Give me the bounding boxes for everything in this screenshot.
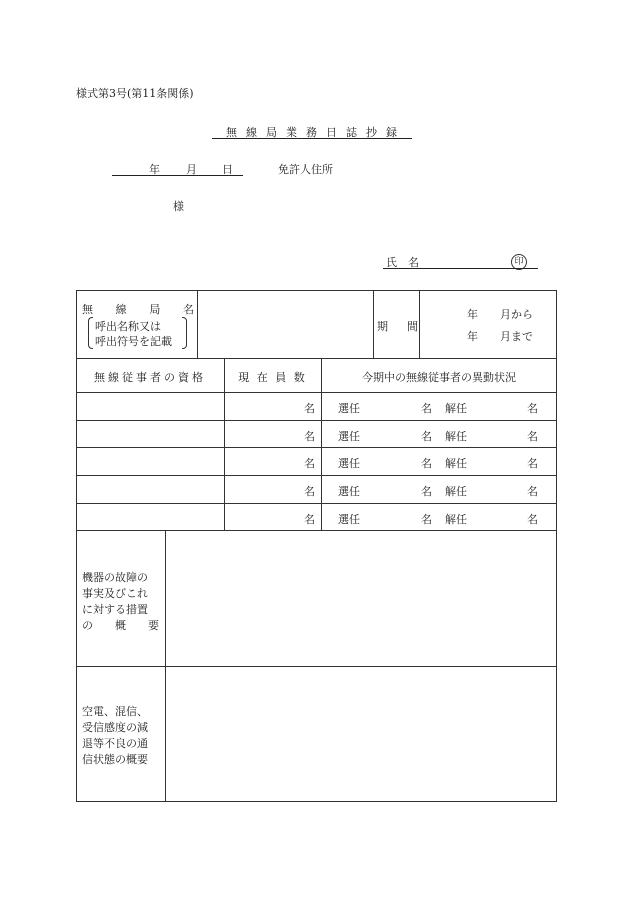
station-label-char: 線 — [115, 303, 127, 316]
upper-table-hline — [76, 358, 557, 359]
dismiss-label: 解任 — [445, 430, 467, 443]
dismiss-unit: 名 — [527, 485, 538, 498]
interference-line: 空電、混信、 — [82, 705, 148, 718]
equipment-failure-field[interactable] — [167, 532, 555, 664]
dismiss-label: 解任 — [445, 457, 467, 470]
dismiss-label: 解任 — [445, 485, 467, 498]
date-year: 年 — [149, 163, 160, 176]
count-unit: 名 — [304, 430, 315, 443]
form-title: 無線局業務日誌抄録 — [226, 126, 406, 139]
appoint-label: 選任 — [338, 402, 360, 415]
dismiss-label: 解任 — [445, 513, 467, 526]
dismiss-unit: 名 — [527, 457, 538, 470]
left-bracket — [88, 317, 93, 349]
col-header-changes: 今期中の無線従事者の異動状況 — [362, 371, 516, 384]
interference-label — [82, 704, 148, 768]
equipment-failure-line: の 概 要 — [82, 619, 159, 632]
interference-line: 退等不良の通 — [82, 737, 148, 750]
upper-table-hline — [76, 420, 557, 421]
station-note-line1: 呼出名称又は — [95, 320, 161, 333]
date-month: 月 — [186, 163, 197, 176]
count-unit: 名 — [304, 402, 315, 415]
dismiss-unit: 名 — [527, 513, 538, 526]
name-underline — [383, 268, 538, 269]
date-day: 日 — [222, 163, 233, 176]
col-header-qualification: 無線従事者の資格 — [94, 371, 206, 384]
equipment-failure-label — [82, 570, 159, 634]
station-name-field[interactable] — [199, 292, 371, 356]
appoint-label: 選任 — [338, 513, 360, 526]
dismiss-unit: 名 — [527, 430, 538, 443]
dismiss-unit: 名 — [527, 402, 538, 415]
appoint-unit: 名 — [421, 485, 432, 498]
appoint-label: 選任 — [338, 457, 360, 470]
station-label-char: 無 — [82, 303, 93, 316]
upper-table-hline — [76, 475, 557, 476]
appoint-label: 選任 — [338, 485, 360, 498]
period-label: 期 間 — [377, 320, 422, 333]
date-underline — [112, 175, 243, 176]
count-unit: 名 — [304, 485, 315, 498]
appoint-label: 選任 — [338, 430, 360, 443]
right-bracket — [182, 317, 187, 349]
station-note-line2: 呼出符号を記載 — [95, 335, 172, 348]
interference-line: 受信感度の減 — [82, 721, 148, 734]
interference-line: 信状態の概要 — [82, 753, 148, 766]
station-label-char: 名 — [182, 303, 194, 316]
appoint-unit: 名 — [421, 513, 432, 526]
license-address-label: 免許人住所 — [278, 163, 333, 176]
name-label: 氏 名 — [386, 256, 419, 269]
recipient-suffix: 様 — [173, 200, 184, 213]
period-from: 年 月から — [467, 308, 533, 321]
count-unit: 名 — [304, 457, 315, 470]
count-unit: 名 — [304, 513, 315, 526]
upper-table-vline — [197, 290, 198, 358]
lower-table-vline — [165, 530, 166, 802]
period-to: 年 月まで — [467, 330, 533, 343]
equipment-failure-line: に対する措置 — [82, 603, 148, 616]
equipment-failure-line: 機器の故障の — [82, 571, 148, 584]
appoint-unit: 名 — [421, 402, 432, 415]
col-header-current-count: 現 在 員 数 — [238, 371, 307, 384]
upper-table-vline — [373, 290, 374, 358]
dismiss-label: 解任 — [445, 402, 467, 415]
title-underline — [212, 138, 412, 139]
interference-field[interactable] — [167, 668, 555, 800]
equipment-failure-line: 事実及びこれ — [82, 587, 148, 600]
lower-table-hline — [76, 666, 557, 667]
appoint-unit: 名 — [421, 430, 432, 443]
seal-icon: 印 — [511, 254, 527, 270]
upper-table-hline — [76, 447, 557, 448]
station-label-char: 局 — [149, 303, 161, 316]
form-number: 様式第3号(第11条関係) — [76, 87, 194, 100]
upper-table-hline — [76, 503, 557, 504]
upper-table-hline — [76, 392, 557, 393]
station-label — [82, 301, 194, 317]
appoint-unit: 名 — [421, 457, 432, 470]
